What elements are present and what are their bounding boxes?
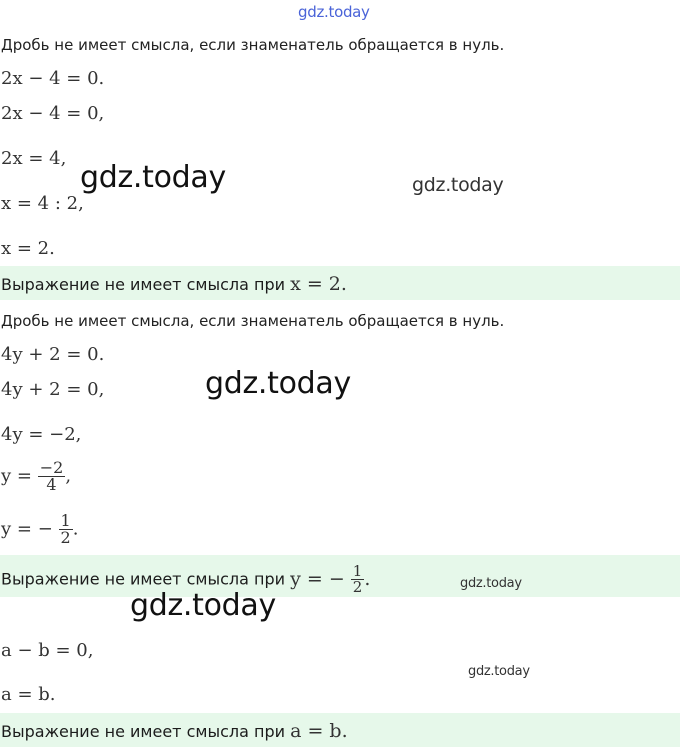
equation-2-4 (1, 460, 71, 493)
watermark-top: gdz.today (298, 3, 370, 21)
equation-3-2: a = b. (1, 684, 56, 705)
equation-1-2: 2x − 4 = 0, (1, 103, 105, 124)
equation-2-2: 4y + 2 = 0, (1, 379, 105, 400)
watermark-2: gdz.today (412, 174, 504, 196)
fraction-2-5 (59, 513, 73, 546)
result-3-prefix: Выражение не имеет смысла при (1, 722, 285, 741)
equation-1-4: x = 4 : 2, (1, 193, 84, 214)
equation-2-5-lhs: y = − (1, 518, 53, 540)
equation-2-5 (1, 513, 78, 546)
watermark-3: gdz.today (205, 366, 351, 401)
fraction-2-5-denominator: 2 (60, 528, 71, 547)
result-band-1 (0, 266, 680, 300)
watermark-5: gdz.today (130, 588, 276, 623)
fraction-2-4-numerator: −2 (39, 458, 64, 477)
fraction-result-2 (351, 564, 365, 595)
fraction-2-4 (38, 460, 66, 493)
result-1-prefix: Выражение не имеет смысла при (1, 275, 285, 294)
intro-text-2: Дробь не имеет смысла, если знаменатель обращается в нуль. (1, 312, 505, 330)
watermark-1: gdz.today (80, 160, 226, 195)
equation-1-5: x = 2. (1, 238, 55, 259)
equation-2-1: 4y + 2 = 0. (1, 344, 105, 365)
equation-1-1: 2x − 4 = 0. (1, 68, 105, 89)
equation-3-1: a − b = 0, (1, 640, 94, 661)
result-1-math: x = 2. (290, 273, 347, 295)
equation-1-3: 2x = 4, (1, 148, 67, 169)
result-2-prefix: Выражение не имеет смысла при (1, 569, 285, 589)
equation-2-3: 4y = −2, (1, 424, 82, 445)
result-2-math (290, 562, 371, 596)
result-3-label (1, 720, 348, 742)
result-3-math: a = b. (290, 720, 348, 742)
result-2-lhs: y = − (290, 567, 345, 590)
result-band-3 (0, 713, 680, 747)
equation-2-4-tail: , (65, 465, 72, 487)
fraction-result-2-denominator: 2 (352, 578, 363, 596)
watermark-6: gdz.today (468, 664, 530, 679)
result-1-label (1, 273, 347, 295)
equation-2-5-tail: . (72, 518, 79, 540)
intro-text-1: Дробь не имеет смысла, если знаменатель обращается в нуль. (1, 36, 505, 54)
fraction-2-5-numerator: 1 (60, 511, 71, 530)
watermark-4: gdz.today (460, 576, 522, 591)
equation-2-4-lhs: y = (1, 465, 32, 487)
result-band-2 (0, 555, 680, 597)
result-2-tail: . (364, 567, 371, 590)
fraction-2-4-denominator: 4 (46, 475, 57, 494)
fraction-result-2-numerator: 1 (352, 562, 363, 580)
